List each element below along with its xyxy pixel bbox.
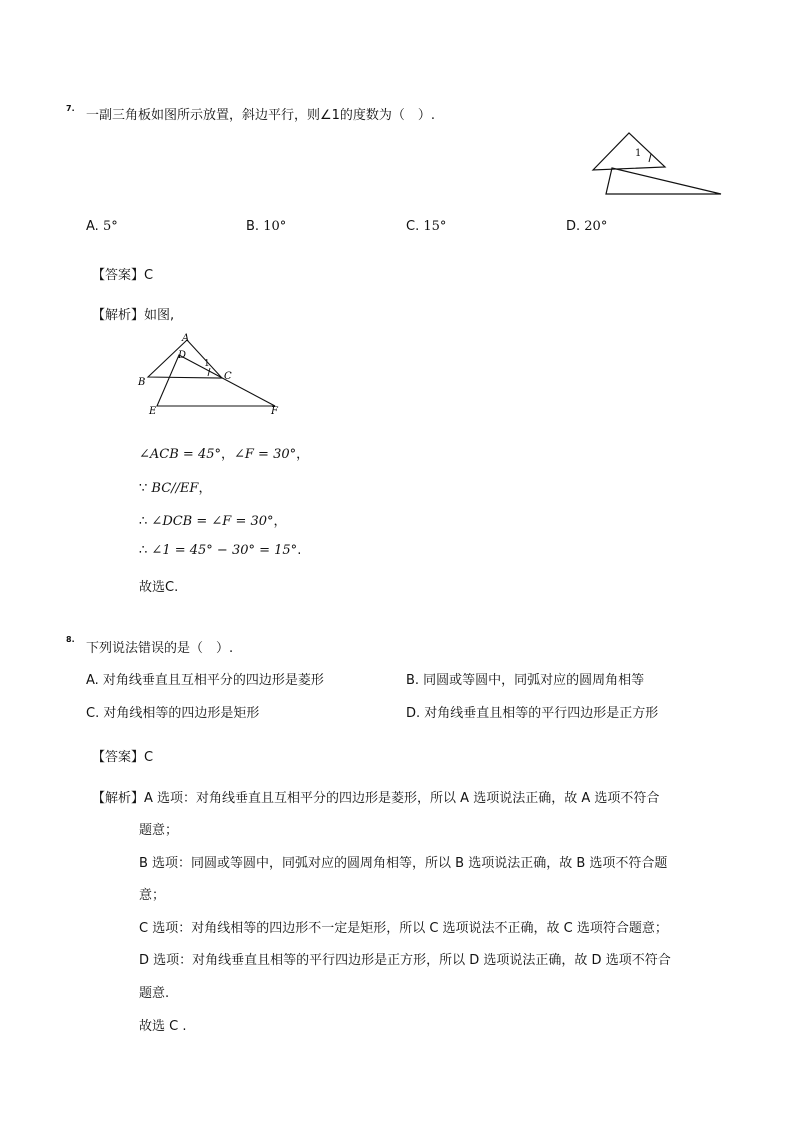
q8-analysis-label: 【解析】 (92, 791, 145, 806)
q7-analysis-intro: 如图, (144, 308, 175, 323)
angle-1-mark (208, 368, 210, 376)
therefore-symbol: ∴ (139, 543, 148, 558)
q8-analysis-line-3: B 选项：同圆或等圆中，同弧对应的圆周角相等，所以 B 选项说法正确，故 B 选项不符合题 (139, 856, 668, 871)
q8-option-b[interactable]: B. 同圆或等圆中，同弧对应的圆周角相等 (406, 673, 645, 688)
point-e-label: E (149, 406, 157, 417)
q8-analysis-line-4: 意； (139, 888, 166, 903)
set-square-45 (593, 133, 665, 170)
q8-analysis-line-7: 题意. (139, 986, 170, 1001)
q7-step-1-sep: ， (220, 447, 234, 462)
q7-answer (92, 264, 153, 283)
q7-step-2-end: ， (198, 481, 212, 496)
q7-step-1-p1: ∠ACB = 45° (139, 447, 221, 462)
point-c-label: C (224, 371, 232, 382)
q8-answer (92, 746, 153, 765)
point-b-label: B (138, 377, 146, 388)
q7-option-b[interactable] (246, 219, 286, 234)
q7-option-a-value: 5° (102, 219, 118, 234)
q7-step-3-expr: ∠DCB = ∠F = 30° (151, 514, 274, 529)
q7-step-3 (139, 510, 287, 529)
therefore-symbol: ∴ (139, 514, 148, 529)
point-d-label: D (178, 350, 187, 361)
q7-step-1-p2: ∠F = 30° (234, 447, 297, 462)
question-7-stem: 一副三角板如图所示放置，斜边平行，则∠1的度数为（ ）. (86, 108, 436, 123)
q8-answer-value: C (144, 750, 154, 765)
q8-option-d[interactable]: D. 对角线垂直且相等的平行四边形是正方形 (406, 706, 659, 721)
q8-option-a[interactable]: A. 对角线垂直且互相平分的四边形是菱形 (86, 673, 324, 688)
angle-1-mark (649, 154, 651, 162)
question-7-number: 7. (66, 104, 75, 113)
q7-step-3-end: ， (273, 514, 287, 529)
q8-option-c[interactable]: C. 对角线相等的四边形是矩形 (86, 706, 260, 721)
q7-analysis-header (92, 304, 174, 323)
q7-option-d[interactable] (566, 219, 607, 234)
q7-option-d-value: 20° (584, 219, 608, 234)
q7-option-b-letter: B. (246, 219, 264, 234)
q7-step-4-expr: ∠1 = 45° − 30° = 15° (151, 543, 298, 558)
triangle-def (157, 355, 275, 406)
q7-step-4-end: . (297, 543, 302, 558)
because-symbol: ∵ (139, 481, 148, 496)
question-8-stem: 下列说法错误的是（ ）. (86, 641, 234, 656)
q7-step-1 (139, 443, 309, 462)
point-a-label: A (182, 333, 190, 344)
angle-1-label: 1 (635, 148, 642, 159)
q8-analysis-line-2: 题意； (139, 823, 179, 838)
angle-1-label: 1 (204, 359, 210, 369)
q7-analysis-figure (132, 330, 292, 420)
q8-analysis-line-1 (92, 787, 659, 806)
q8-analysis-line-6: D 选项：对角线垂直且相等的平行四边形是正方形，所以 D 选项说法正确，故 D 选项不符合 (139, 953, 671, 968)
q7-step-2-expr: BC//EF (151, 481, 199, 496)
question-7-figure (590, 130, 726, 198)
q7-option-c-value: 15° (423, 219, 447, 234)
q7-option-b-value: 10° (263, 219, 287, 234)
q7-answer-label: 【答案】 (92, 268, 145, 283)
q7-option-c-letter: C. (406, 219, 424, 234)
set-square-30 (606, 168, 721, 194)
q7-step-4 (139, 543, 301, 558)
q8-analysis-line-5: C 选项：对角线相等的四边形不一定是矩形，所以 C 选项说法不正确，故 C 选项符合题意； (139, 921, 668, 936)
question-8-number: 8. (66, 635, 75, 644)
q7-step-2 (139, 477, 211, 496)
q8-analysis-line-8: 故选 C . (139, 1019, 187, 1034)
q7-option-c[interactable] (406, 219, 446, 234)
q7-conclusion: 故选C. (139, 580, 179, 595)
q8-analysis-text: A 选项：对角线垂直且互相平分的四边形是菱形，所以 A 选项说法正确，故 A 选项不符合 (144, 791, 660, 806)
q7-option-a-letter: A. (86, 219, 103, 234)
q7-analysis-label: 【解析】 (92, 308, 145, 323)
q7-option-a[interactable] (86, 219, 118, 234)
q7-option-d-letter: D. (566, 219, 585, 234)
point-f-label: F (271, 406, 278, 417)
q8-answer-label: 【答案】 (92, 750, 145, 765)
q7-answer-value: C (144, 268, 154, 283)
q7-step-1-end: ， (296, 447, 310, 462)
